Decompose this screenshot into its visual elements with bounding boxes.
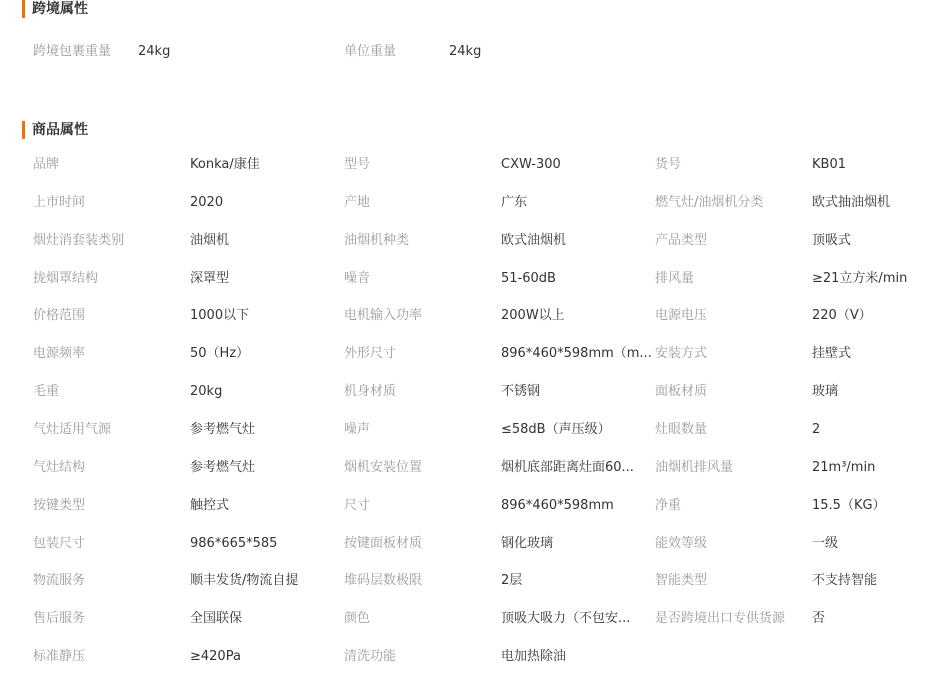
attr-value: 200W以上	[501, 308, 565, 324]
attr-label: 油烟机种类	[344, 232, 410, 248]
attr-value: 顶吸大吸力（不包安...	[501, 611, 631, 627]
attr-value: 油烟机	[190, 232, 230, 248]
attr-value: 深罩型	[190, 270, 230, 286]
attr-label: 气灶适用气源	[33, 421, 112, 437]
attr-value: 钢化玻璃	[501, 535, 554, 551]
attr-row	[0, 382, 934, 402]
attr-row	[0, 534, 934, 554]
attr-row	[0, 269, 934, 289]
attr-row	[0, 193, 934, 213]
attr-label: 单位重量	[344, 44, 397, 59]
attr-label: 清洗功能	[344, 649, 397, 665]
attr-label: 产地	[344, 194, 371, 210]
attr-label: 上市时间	[33, 194, 86, 210]
attr-value: 24kg	[138, 44, 171, 59]
attr-value: 20kg	[190, 384, 223, 400]
attr-label: 燃气灶/油烟机分类	[655, 194, 764, 210]
attr-value: 2	[812, 421, 821, 437]
attr-value: 50（Hz）	[190, 346, 250, 362]
attr-label: 能效等级	[655, 535, 708, 551]
attr-value: 24kg	[449, 44, 482, 59]
attr-value: 不锈钢	[501, 384, 541, 400]
attr-label: 售后服务	[33, 611, 86, 627]
attr-value: 全国联保	[190, 611, 243, 627]
attr-value: 1000以下	[190, 308, 250, 324]
attr-label: 气灶结构	[33, 459, 86, 475]
attr-label: 噪音	[344, 270, 371, 286]
attr-value: 参考燃气灶	[190, 421, 256, 437]
attr-label: 油烟机排风量	[655, 459, 734, 475]
attr-value: 否	[812, 611, 826, 627]
attr-value: 2020	[190, 194, 224, 210]
attr-value: 一级	[812, 535, 839, 551]
attr-value: KB01	[812, 157, 846, 172]
attr-value: ≥420Pa	[190, 649, 241, 665]
attr-label: 按键面板材质	[344, 535, 423, 551]
attr-value: 896*460*598mm（m...	[501, 346, 652, 362]
attr-value: 欧式抽油烟机	[812, 194, 891, 210]
attr-label: 包装尺寸	[33, 535, 86, 551]
attr-label: 排风量	[655, 270, 695, 286]
attr-value: 欧式油烟机	[501, 232, 567, 248]
attr-row	[0, 571, 934, 591]
attr-label: 外形尺寸	[344, 346, 397, 362]
attr-row	[0, 647, 934, 667]
attr-label: 净重	[655, 497, 682, 513]
attr-label: 尺寸	[344, 497, 371, 513]
attr-value: 986*665*585	[190, 535, 278, 551]
attr-label: 货号	[655, 157, 682, 172]
attr-value: ≤58dB（声压级）	[501, 421, 611, 437]
attr-value: 21m³/min	[812, 459, 876, 475]
attr-label: 按键类型	[33, 497, 86, 513]
attr-label: 堆码层数极限	[344, 573, 423, 589]
attr-row	[0, 306, 934, 326]
attr-value: 220（V）	[812, 308, 872, 324]
attr-label: 是否跨境出口专供货源	[655, 611, 786, 627]
attr-value: 896*460*598mm	[501, 497, 614, 513]
attr-value: CXW-300	[501, 157, 561, 172]
attr-value: 广东	[501, 194, 528, 210]
attr-value: 电加热除油	[501, 649, 567, 665]
attr-row	[0, 609, 934, 629]
attr-value: 玻璃	[812, 384, 839, 400]
attr-label: 灶眼数量	[655, 421, 708, 437]
attr-label: 烟灶消套装类别	[33, 232, 125, 248]
attr-label: 品牌	[33, 157, 60, 172]
attr-label: 产品类型	[655, 232, 708, 248]
attr-label: 物流服务	[33, 573, 86, 589]
attr-row	[0, 231, 934, 251]
attr-value: 不支持智能	[812, 573, 878, 589]
attr-label: 毛重	[33, 384, 60, 400]
attr-value: 顺丰发货/物流自提	[190, 573, 299, 589]
attr-label: 拢烟罩结构	[33, 270, 99, 286]
attr-row	[0, 458, 934, 478]
attr-label: 标准静压	[33, 649, 86, 665]
attr-row	[0, 155, 934, 175]
attr-label: 跨境包裹重量	[33, 44, 112, 59]
attr-label: 电源频率	[33, 346, 86, 362]
attr-label: 价格范围	[33, 308, 86, 324]
attr-label: 电机输入功率	[344, 308, 423, 324]
attr-row	[0, 420, 934, 440]
attr-value: 触控式	[190, 497, 230, 513]
attr-value: Konka/康佳	[190, 157, 260, 172]
attr-value: ≥21立方米/min	[812, 270, 908, 286]
attr-value: 顶吸式	[812, 232, 852, 248]
product-section-title: 商品属性	[22, 121, 88, 139]
attr-label: 面板材质	[655, 384, 708, 400]
attr-value: 51-60dB	[501, 270, 556, 286]
attr-label: 颜色	[344, 611, 371, 627]
attr-value: 烟机底部距离灶面60...	[501, 459, 634, 475]
attr-label: 电源电压	[655, 308, 708, 324]
cross-border-section-title: 跨境属性	[22, 0, 88, 18]
attr-value: 2层	[501, 573, 523, 589]
attr-label: 烟机安装位置	[344, 459, 423, 475]
attr-label: 型号	[344, 157, 371, 172]
attr-row	[0, 496, 934, 516]
attr-label: 噪声	[344, 421, 371, 437]
attr-label: 安装方式	[655, 346, 708, 362]
cross-border-row	[0, 42, 934, 62]
attr-row	[0, 344, 934, 364]
attr-label: 智能类型	[655, 573, 708, 589]
attr-label: 机身材质	[344, 384, 397, 400]
attr-value: 挂壁式	[812, 346, 852, 362]
attr-value: 参考燃气灶	[190, 459, 256, 475]
attr-value: 15.5（KG）	[812, 497, 886, 513]
